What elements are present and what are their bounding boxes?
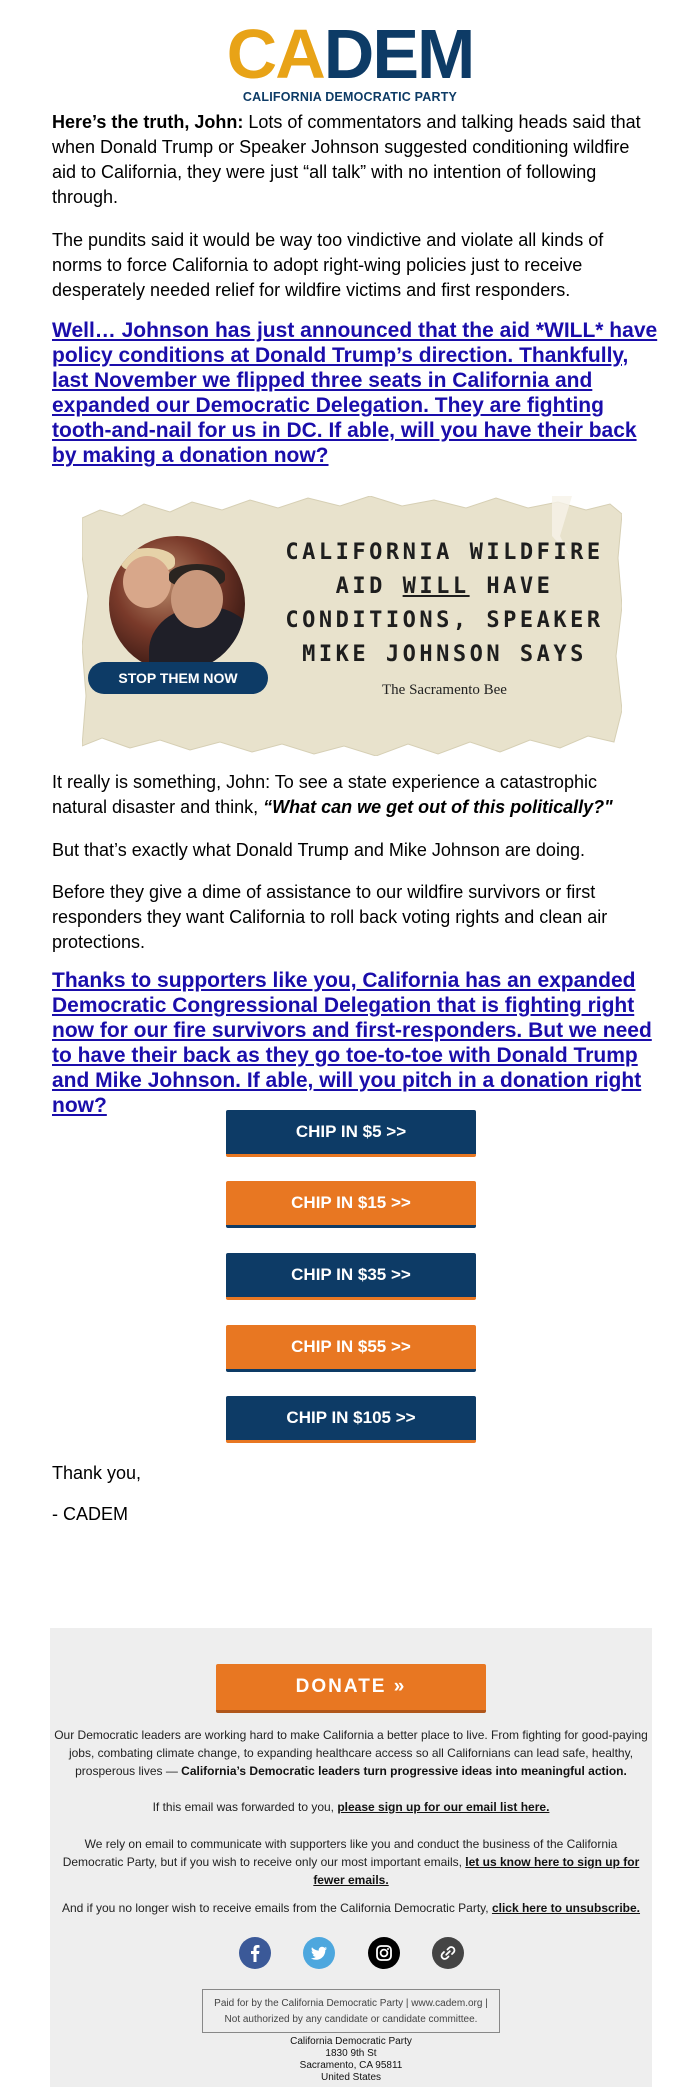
headline-line-4: MIKE JOHNSON SAYS — [302, 642, 587, 667]
email-preferences-text: We rely on email to communicate with supporters like you and conduct the business of the California Democratic Party, but if you wish to receive only our most important emails, let us know here to sign up for fewer emails. — [62, 1837, 640, 1887]
donation-link-2-text[interactable]: Thanks to supporters like you, California has an expanded Democratic Congressional Delegation that is fighting right now for our fire survivors and first-responders. But we need to have their back as they go toe-to-toe with Donald Trump and Mike Johnson. If able, will you pitch in a donation right now? — [52, 969, 652, 1117]
chip-in-55-button[interactable]: CHIP IN $55 >> — [226, 1325, 476, 1372]
about-bold: California’s Democratic leaders turn progressive ideas into meaningful action. — [181, 1764, 627, 1778]
intro-paragraph — [52, 110, 652, 210]
voting-rights-paragraph: Before they give a dime of assistance to our wildfire survivors or first responders they want California to roll back voting rights and clean air protections. — [52, 882, 608, 952]
fewer-emails-link[interactable]: let us know here to sign up for fewer emails. — [313, 1855, 640, 1887]
mailing-address: California Democratic Party 1830 9th St Sacramento, CA 95811 United States — [290, 2036, 412, 2083]
chip-in-15-button[interactable]: CHIP IN $15 >> — [226, 1181, 476, 1228]
headline-line-3: CONDITIONS, SPEAKER — [285, 608, 604, 633]
logo-subtitle: CALIFORNIA DEMOCRATIC PARTY — [242, 90, 458, 104]
thank-you-text: Thank you, — [52, 1463, 142, 1483]
twitter-icon[interactable] — [303, 1937, 335, 1969]
instagram-icon[interactable] — [368, 1937, 400, 1969]
donation-link-1-text[interactable]: Well… Johnson has just announced that the aid *WILL* have policy conditions at Donald Trump’s direction. Thankfully, last November we flipped three seats in California and expanded our Democratic Delegation. They are fighting tooth-and-nail for us in DC. If able, will you have their back by making a donation now? — [52, 319, 658, 467]
forward-text: If this email was forwarded to you, please sign up for our email list here. — [152, 1800, 550, 1814]
link-icon[interactable] — [432, 1937, 464, 1969]
stop-them-now-button[interactable]: STOP THEM NOW — [88, 662, 268, 694]
politically-paragraph: It really is something, John: To see a state experience a catastrophic natural disaster and think, “What can we get out of this politically?" — [52, 772, 613, 817]
paid-for-disclaimer: Paid for by the California Democratic Party | www.cadem.org | Not authorized by any candidate or candidate committee. — [202, 1989, 500, 2033]
donation-link-2[interactable] — [52, 968, 662, 1118]
chip-in-5-button[interactable]: CHIP IN $5 >> — [226, 1110, 476, 1157]
logo-ca: CA — [226, 15, 324, 93]
trump-johnson-photo — [109, 536, 245, 672]
unsubscribe-text: And if you no longer wish to receive emails from the California Democratic Party, click here to unsubscribe. — [61, 1901, 641, 1915]
sacramento-bee-logo: The Sacramento Bee — [382, 682, 507, 698]
donate-button[interactable]: DONATE » — [216, 1664, 486, 1713]
hero-headline — [282, 536, 607, 672]
headline-line-2: AID WILL HAVE — [335, 574, 554, 599]
unsubscribe-link[interactable]: click here to unsubscribe. — [491, 1901, 641, 1915]
logo-wordmark — [0, 15, 700, 93]
logo-dem: DEM — [323, 15, 474, 93]
signoff-text: - CADEM — [52, 1504, 128, 1524]
about-text: Our Democratic leaders are working hard to make California a better place to live. From fighting for good-paying jobs, combating climate change, to expanding healthcare access so all Californians can lead safe, healthy, prosperous lives — California’s Democratic leaders turn progressive ideas into meaningful action. — [54, 1728, 648, 1778]
chip-in-35-button[interactable]: CHIP IN $35 >> — [226, 1253, 476, 1300]
intro-lead: Here’s the truth, John: — [52, 112, 244, 132]
email-footer — [50, 1628, 652, 2087]
pundits-paragraph: The pundits said it would be way too vindictive and violate all kinds of norms to force California to adopt right-wing policies just to receive desperately needed relief for wildfire victims and first responders. — [52, 230, 604, 300]
intro-text: Lots of commentators and talking heads said that when Donald Trump or Speaker Johnson suggested conditioning wildfire aid to California, they were just “all talk” with no intention of following through. — [52, 112, 641, 207]
signup-link[interactable]: please sign up for our email list here. — [337, 1800, 550, 1814]
facebook-icon[interactable] — [239, 1937, 271, 1969]
donation-link-1[interactable] — [52, 318, 662, 468]
chip-in-105-button[interactable]: CHIP IN $105 >> — [226, 1396, 476, 1443]
politically-quote: “What can we get out of this politically?" — [263, 797, 613, 817]
headline-line-1: CALIFORNIA WILDFIRE — [285, 540, 604, 565]
hero-image[interactable] — [82, 496, 622, 756]
trump-johnson-paragraph: But that’s exactly what Donald Trump and Mike Johnson are doing. — [52, 840, 585, 860]
cadem-logo[interactable] — [0, 15, 700, 104]
